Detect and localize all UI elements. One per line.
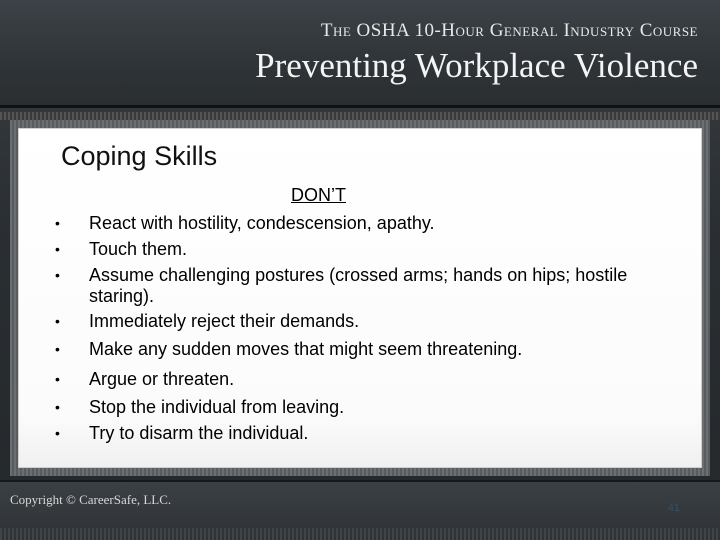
list-item bbox=[55, 369, 649, 390]
list-item bbox=[55, 239, 649, 260]
list-item-text: Try to disarm the individual. bbox=[89, 423, 309, 443]
list-item bbox=[55, 265, 649, 307]
list-item-text: Immediately reject their demands. bbox=[89, 311, 360, 331]
content-frame bbox=[10, 120, 710, 476]
bullet-icon: • bbox=[55, 241, 60, 257]
slide-header bbox=[0, 0, 720, 108]
list-item bbox=[55, 339, 649, 360]
list-item-text: Touch them. bbox=[89, 239, 188, 259]
bullet-icon: • bbox=[55, 313, 60, 329]
list-item bbox=[55, 213, 649, 234]
slide-heading: Coping Skills bbox=[61, 141, 218, 171]
content-panel bbox=[18, 128, 702, 468]
bullet-icon: • bbox=[55, 267, 60, 283]
header-divider bbox=[0, 112, 720, 120]
list-item bbox=[55, 423, 649, 444]
bullet-icon: • bbox=[55, 371, 60, 387]
list-item-text: Argue or threaten. bbox=[89, 369, 235, 389]
list-item bbox=[55, 397, 649, 418]
donts-heading: DON’T bbox=[291, 185, 346, 205]
course-title: The OSHA 10-Hour General Industry Course bbox=[320, 20, 698, 41]
bullet-icon: • bbox=[55, 425, 60, 441]
list-item-text: Make any sudden moves that might seem threatening. bbox=[89, 339, 523, 359]
list-item bbox=[55, 311, 649, 332]
module-title: Preventing Workplace Violence bbox=[255, 46, 698, 85]
list-item-text: Stop the individual from leaving. bbox=[89, 397, 345, 417]
footer-stripe bbox=[0, 528, 720, 540]
bullet-icon: • bbox=[55, 399, 60, 415]
list-item-text: Assume challenging postures (crossed arms; hands on hips; hostile staring). bbox=[89, 265, 628, 306]
list-item-text: React with hostility, condescension, apathy. bbox=[89, 213, 435, 233]
page-number: 41 bbox=[667, 502, 680, 514]
copyright-text: Copyright © CareerSafe, LLC. bbox=[10, 492, 172, 507]
bullet-icon: • bbox=[55, 215, 60, 231]
bullet-icon: • bbox=[55, 341, 60, 357]
